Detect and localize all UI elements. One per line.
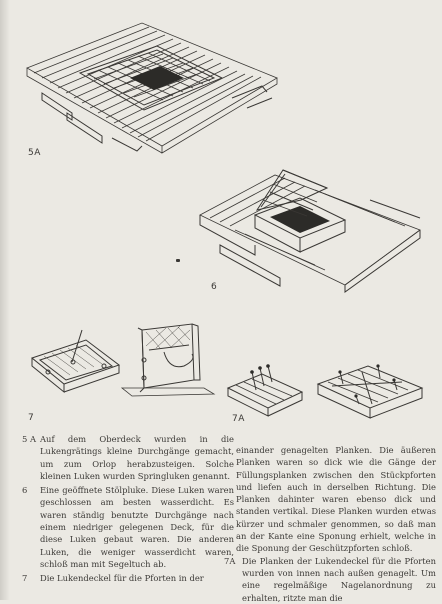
caption-text: Auf dem Oberdeck wurden in die Lukengrätings kleine Durchgänge gemacht, um zum Orlop herabzusteigen. Solche kleinen Luken wurden Springluken genannt. (40, 434, 234, 481)
caption-entry (22, 433, 234, 482)
caption-entry (224, 555, 436, 604)
figure-6-label: 6 (211, 282, 218, 292)
figure-7a-label: 7A (232, 414, 245, 424)
figure-6-illustration (195, 160, 425, 295)
caption-text: Eine geöffnete Stölpluke. Diese Luken waren geschlossen am besten wasserdicht. Es waren ständig benutzte Durchgänge nach einem niedriger gelegenen Deck, für die diese Luken gebaut waren. Die anderen Luken, die weniger wasserdicht waren, schloß man mit Segeltuch ab. (40, 485, 234, 569)
caption-number: 7 (22, 573, 28, 584)
caption-column-left (22, 433, 234, 585)
caption-number: 7A (224, 555, 236, 566)
caption-continuation: einander genagelten Planken. Die äußeren Planken waren so dick wie die Gänge der Füllungsplanken zwischen den Stückpforten und liefen auch in derselben Richtung. Die Planken dahinter waren ebenso dick und standen vertikal. Diese Planken wurden etwas kürzer und schmaler genommen, so daß man an der Kante eine Sponung erhielt, welche in die Sponung der Geschützpforten schloß. (236, 445, 436, 554)
figure-7-illustration (24, 310, 219, 420)
caption-number: 6 (22, 485, 28, 496)
page-binding-edge (0, 0, 10, 600)
caption-number: 5 A (22, 434, 37, 444)
caption-entry (22, 572, 234, 584)
figure-7a-illustration (222, 352, 427, 427)
caption-text: Die Lukendeckel für die Pforten in der (40, 573, 204, 584)
caption-column-right (224, 444, 436, 604)
caption-entry (22, 484, 234, 570)
ornament-mark (176, 259, 180, 262)
caption-text: Die Planken der Lukendeckel für die Pforten wurden von innen nach außen genagelt. Um eine regelmäßige Nagelanordnung zu erhalten, ritzte man die (242, 555, 436, 603)
figure-5a-illustration (22, 18, 282, 153)
figure-7-label: 7 (28, 413, 35, 423)
figure-5a-label: 5A (28, 148, 41, 158)
